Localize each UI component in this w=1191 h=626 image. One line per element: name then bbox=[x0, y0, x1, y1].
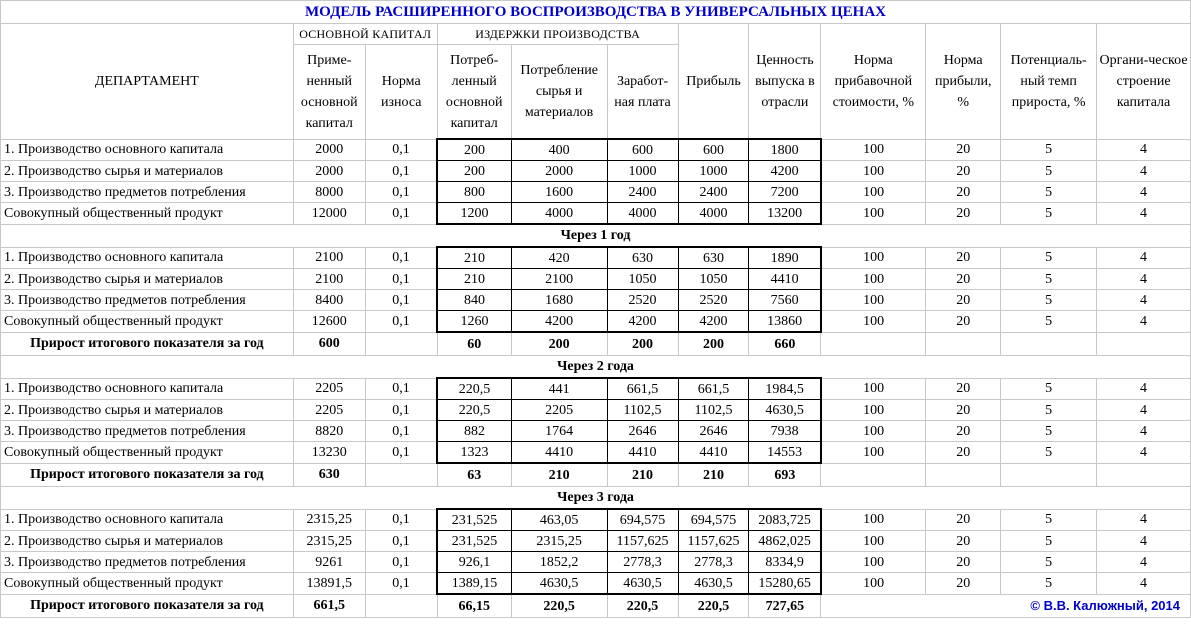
output-value-cell: 4410 bbox=[749, 269, 821, 290]
depreciation-rate-cell: 0,1 bbox=[365, 139, 437, 161]
section-label: Через 3 года bbox=[1, 487, 1191, 510]
increment-applied-capital: 661,5 bbox=[293, 594, 365, 618]
consumed-capital-cell: 1200 bbox=[437, 203, 511, 225]
growth-rate-cell: 5 bbox=[1001, 552, 1097, 573]
profit-rate-cell: 20 bbox=[926, 573, 1001, 595]
applied-capital-cell: 2000 bbox=[293, 139, 365, 161]
materials-cell: 420 bbox=[511, 247, 607, 269]
consumed-capital-cell: 231,525 bbox=[437, 531, 511, 552]
organic-composition-cell: 4 bbox=[1097, 161, 1191, 182]
increment-materials: 200 bbox=[511, 332, 607, 356]
materials-cell: 1852,2 bbox=[511, 552, 607, 573]
consumed-capital-cell: 200 bbox=[437, 161, 511, 182]
profit-rate-cell: 20 bbox=[926, 139, 1001, 161]
header-organic-composition: Органи-ческое строение капитала bbox=[1097, 24, 1191, 140]
applied-capital-cell: 2000 bbox=[293, 161, 365, 182]
surplus-value-rate-cell: 100 bbox=[821, 378, 926, 400]
increment-consumed-capital: 63 bbox=[437, 463, 511, 487]
table-row bbox=[1, 247, 1191, 269]
materials-cell: 4630,5 bbox=[511, 573, 607, 595]
increment-depreciation-rate bbox=[365, 463, 437, 487]
wages-cell: 1157,625 bbox=[607, 531, 678, 552]
applied-capital-cell: 2315,25 bbox=[293, 509, 365, 531]
increment-depreciation-rate bbox=[365, 332, 437, 356]
consumed-capital-cell: 840 bbox=[437, 290, 511, 311]
increment-consumed-capital: 66,15 bbox=[437, 594, 511, 618]
profit-rate-cell: 20 bbox=[926, 269, 1001, 290]
empty-cell bbox=[821, 463, 926, 487]
growth-rate-cell: 5 bbox=[1001, 161, 1097, 182]
surplus-value-rate-cell: 100 bbox=[821, 442, 926, 464]
department-label-cell: Совокупный общественный продукт bbox=[1, 203, 294, 225]
profit-rate-cell: 20 bbox=[926, 442, 1001, 464]
organic-composition-cell: 4 bbox=[1097, 400, 1191, 421]
empty-cell bbox=[1001, 463, 1097, 487]
consumed-capital-cell: 210 bbox=[437, 269, 511, 290]
growth-rate-cell: 5 bbox=[1001, 203, 1097, 225]
wages-cell: 2400 bbox=[607, 182, 678, 203]
organic-composition-cell: 4 bbox=[1097, 269, 1191, 290]
table-row bbox=[1, 203, 1191, 225]
consumed-capital-cell: 1389,15 bbox=[437, 573, 511, 595]
department-label-cell: 1. Производство основного капитала bbox=[1, 247, 294, 269]
department-label-cell: 1. Производство основного капитала bbox=[1, 378, 294, 400]
surplus-value-rate-cell: 100 bbox=[821, 161, 926, 182]
increment-materials: 210 bbox=[511, 463, 607, 487]
profit-cell: 630 bbox=[678, 247, 749, 269]
profit-cell: 2400 bbox=[678, 182, 749, 203]
empty-cell bbox=[821, 332, 926, 356]
applied-capital-cell: 2100 bbox=[293, 269, 365, 290]
depreciation-rate-cell: 0,1 bbox=[365, 531, 437, 552]
output-value-cell: 7200 bbox=[749, 182, 821, 203]
organic-composition-cell: 4 bbox=[1097, 442, 1191, 464]
output-value-cell: 1984,5 bbox=[749, 378, 821, 400]
department-label-cell: 3. Производство предметов потребления bbox=[1, 421, 294, 442]
table-row bbox=[1, 161, 1191, 182]
increment-applied-capital: 630 bbox=[293, 463, 365, 487]
depreciation-rate-cell: 0,1 bbox=[365, 573, 437, 595]
header-surplus-value-rate: Норма прибавочной стоимости, % bbox=[821, 24, 926, 140]
materials-cell: 2000 bbox=[511, 161, 607, 182]
profit-cell: 4200 bbox=[678, 311, 749, 333]
profit-cell: 4630,5 bbox=[678, 573, 749, 595]
table-row bbox=[1, 573, 1191, 595]
table-row bbox=[1, 378, 1191, 400]
growth-rate-cell: 5 bbox=[1001, 442, 1097, 464]
empty-cell bbox=[926, 332, 1001, 356]
growth-rate-cell: 5 bbox=[1001, 139, 1097, 161]
consumed-capital-cell: 1323 bbox=[437, 442, 511, 464]
surplus-value-rate-cell: 100 bbox=[821, 247, 926, 269]
consumed-capital-cell: 882 bbox=[437, 421, 511, 442]
depreciation-rate-cell: 0,1 bbox=[365, 509, 437, 531]
increment-profit: 200 bbox=[678, 332, 749, 356]
increment-label: Прирост итогового показателя за год bbox=[1, 463, 294, 487]
table-row bbox=[1, 442, 1191, 464]
department-label-cell: 3. Производство предметов потребления bbox=[1, 290, 294, 311]
wages-cell: 2520 bbox=[607, 290, 678, 311]
materials-cell: 2205 bbox=[511, 400, 607, 421]
output-value-cell: 15280,65 bbox=[749, 573, 821, 595]
department-label-cell: 2. Производство сырья и материалов bbox=[1, 400, 294, 421]
growth-rate-cell: 5 bbox=[1001, 509, 1097, 531]
output-value-cell: 13200 bbox=[749, 203, 821, 225]
profit-cell: 2646 bbox=[678, 421, 749, 442]
surplus-value-rate-cell: 100 bbox=[821, 182, 926, 203]
depreciation-rate-cell: 0,1 bbox=[365, 247, 437, 269]
table-row bbox=[1, 311, 1191, 333]
table-row bbox=[1, 139, 1191, 161]
consumed-capital-cell: 220,5 bbox=[437, 378, 511, 400]
header-profit-rate: Норма прибыли, % bbox=[926, 24, 1001, 140]
surplus-value-rate-cell: 100 bbox=[821, 531, 926, 552]
surplus-value-rate-cell: 100 bbox=[821, 203, 926, 225]
department-label-cell: 3. Производство предметов потребления bbox=[1, 182, 294, 203]
depreciation-rate-cell: 0,1 bbox=[365, 552, 437, 573]
growth-rate-cell: 5 bbox=[1001, 247, 1097, 269]
header-profit: Прибыль bbox=[678, 24, 749, 140]
output-value-cell: 7560 bbox=[749, 290, 821, 311]
applied-capital-cell: 2205 bbox=[293, 378, 365, 400]
output-value-cell: 4630,5 bbox=[749, 400, 821, 421]
output-value-cell: 7938 bbox=[749, 421, 821, 442]
wages-cell: 1000 bbox=[607, 161, 678, 182]
profit-rate-cell: 20 bbox=[926, 421, 1001, 442]
increment-output-value: 660 bbox=[749, 332, 821, 356]
organic-composition-cell: 4 bbox=[1097, 378, 1191, 400]
table-row bbox=[1, 400, 1191, 421]
consumed-capital-cell: 926,1 bbox=[437, 552, 511, 573]
consumed-capital-cell: 1260 bbox=[437, 311, 511, 333]
profit-cell: 694,575 bbox=[678, 509, 749, 531]
wages-cell: 4410 bbox=[607, 442, 678, 464]
profit-cell: 2778,3 bbox=[678, 552, 749, 573]
profit-cell: 600 bbox=[678, 139, 749, 161]
output-value-cell: 8334,9 bbox=[749, 552, 821, 573]
depreciation-rate-cell: 0,1 bbox=[365, 442, 437, 464]
header-group-costs: ИЗДЕРЖКИ ПРОИЗВОДСТВА bbox=[437, 24, 678, 45]
growth-rate-cell: 5 bbox=[1001, 290, 1097, 311]
header-depreciation-rate: Норма износа bbox=[365, 45, 437, 140]
header-applied-capital: Приме-ненный основной капитал bbox=[293, 45, 365, 140]
profit-rate-cell: 20 bbox=[926, 290, 1001, 311]
wages-cell: 2646 bbox=[607, 421, 678, 442]
department-label-cell: 2. Производство сырья и материалов bbox=[1, 161, 294, 182]
wages-cell: 600 bbox=[607, 139, 678, 161]
growth-rate-cell: 5 bbox=[1001, 311, 1097, 333]
materials-cell: 4000 bbox=[511, 203, 607, 225]
profit-rate-cell: 20 bbox=[926, 203, 1001, 225]
wages-cell: 694,575 bbox=[607, 509, 678, 531]
header-consumed-capital: Потреб-ленный основной капитал bbox=[437, 45, 511, 140]
increment-label: Прирост итогового показателя за год bbox=[1, 332, 294, 356]
surplus-value-rate-cell: 100 bbox=[821, 269, 926, 290]
output-value-cell: 1890 bbox=[749, 247, 821, 269]
growth-rate-cell: 5 bbox=[1001, 182, 1097, 203]
applied-capital-cell: 8820 bbox=[293, 421, 365, 442]
profit-rate-cell: 20 bbox=[926, 378, 1001, 400]
profit-rate-cell: 20 bbox=[926, 531, 1001, 552]
department-label-cell: 1. Производство основного капитала bbox=[1, 509, 294, 531]
profit-rate-cell: 20 bbox=[926, 247, 1001, 269]
wages-cell: 4000 bbox=[607, 203, 678, 225]
copyright-note: © В.В. Калюжный, 2014 bbox=[821, 594, 1191, 618]
table-row bbox=[1, 421, 1191, 442]
applied-capital-cell: 13891,5 bbox=[293, 573, 365, 595]
department-label-cell: Совокупный общественный продукт bbox=[1, 573, 294, 595]
surplus-value-rate-cell: 100 bbox=[821, 311, 926, 333]
section-label: Через 1 год bbox=[1, 224, 1191, 247]
depreciation-rate-cell: 0,1 bbox=[365, 203, 437, 225]
empty-cell bbox=[1001, 332, 1097, 356]
empty-cell bbox=[926, 463, 1001, 487]
organic-composition-cell: 4 bbox=[1097, 573, 1191, 595]
increment-label: Прирост итогового показателя за год bbox=[1, 594, 294, 618]
applied-capital-cell: 2315,25 bbox=[293, 531, 365, 552]
increment-applied-capital: 600 bbox=[293, 332, 365, 356]
organic-composition-cell: 4 bbox=[1097, 290, 1191, 311]
materials-cell: 1764 bbox=[511, 421, 607, 442]
organic-composition-cell: 4 bbox=[1097, 139, 1191, 161]
header-growth-rate: Потенциаль-ный темп прироста, % bbox=[1001, 24, 1097, 140]
consumed-capital-cell: 800 bbox=[437, 182, 511, 203]
wages-cell: 4630,5 bbox=[607, 573, 678, 595]
organic-composition-cell: 4 bbox=[1097, 247, 1191, 269]
profit-cell: 4000 bbox=[678, 203, 749, 225]
growth-rate-cell: 5 bbox=[1001, 269, 1097, 290]
materials-cell: 1600 bbox=[511, 182, 607, 203]
increment-output-value: 727,65 bbox=[749, 594, 821, 618]
profit-rate-cell: 20 bbox=[926, 182, 1001, 203]
department-label-cell: 2. Производство сырья и материалов bbox=[1, 269, 294, 290]
wages-cell: 661,5 bbox=[607, 378, 678, 400]
materials-cell: 2315,25 bbox=[511, 531, 607, 552]
growth-rate-cell: 5 bbox=[1001, 531, 1097, 552]
increment-materials: 220,5 bbox=[511, 594, 607, 618]
materials-cell: 4200 bbox=[511, 311, 607, 333]
department-label-cell: 2. Производство сырья и материалов bbox=[1, 531, 294, 552]
profit-cell: 1050 bbox=[678, 269, 749, 290]
profit-cell: 4410 bbox=[678, 442, 749, 464]
output-value-cell: 13860 bbox=[749, 311, 821, 333]
output-value-cell: 14553 bbox=[749, 442, 821, 464]
table-row bbox=[1, 290, 1191, 311]
increment-consumed-capital: 60 bbox=[437, 332, 511, 356]
surplus-value-rate-cell: 100 bbox=[821, 573, 926, 595]
applied-capital-cell: 2205 bbox=[293, 400, 365, 421]
materials-cell: 1680 bbox=[511, 290, 607, 311]
organic-composition-cell: 4 bbox=[1097, 552, 1191, 573]
increment-depreciation-rate bbox=[365, 594, 437, 618]
applied-capital-cell: 8400 bbox=[293, 290, 365, 311]
header-wages: Заработ-ная плата bbox=[607, 45, 678, 140]
department-label-cell: Совокупный общественный продукт bbox=[1, 311, 294, 333]
increment-wages: 220,5 bbox=[607, 594, 678, 618]
profit-cell: 1157,625 bbox=[678, 531, 749, 552]
depreciation-rate-cell: 0,1 bbox=[365, 269, 437, 290]
wages-cell: 2778,3 bbox=[607, 552, 678, 573]
materials-cell: 441 bbox=[511, 378, 607, 400]
wages-cell: 4200 bbox=[607, 311, 678, 333]
profit-cell: 1000 bbox=[678, 161, 749, 182]
output-value-cell: 1800 bbox=[749, 139, 821, 161]
table-row bbox=[1, 509, 1191, 531]
profit-rate-cell: 20 bbox=[926, 552, 1001, 573]
surplus-value-rate-cell: 100 bbox=[821, 552, 926, 573]
department-label-cell: 3. Производство предметов потребления bbox=[1, 552, 294, 573]
header-group-fixed-capital: ОСНОВНОЙ КАПИТАЛ bbox=[293, 24, 437, 45]
surplus-value-rate-cell: 100 bbox=[821, 400, 926, 421]
depreciation-rate-cell: 0,1 bbox=[365, 311, 437, 333]
wages-cell: 630 bbox=[607, 247, 678, 269]
table-row bbox=[1, 531, 1191, 552]
depreciation-rate-cell: 0,1 bbox=[365, 421, 437, 442]
applied-capital-cell: 12600 bbox=[293, 311, 365, 333]
surplus-value-rate-cell: 100 bbox=[821, 421, 926, 442]
output-value-cell: 2083,725 bbox=[749, 509, 821, 531]
increment-wages: 210 bbox=[607, 463, 678, 487]
applied-capital-cell: 13230 bbox=[293, 442, 365, 464]
header-department: ДЕПАРТАМЕНТ bbox=[1, 24, 294, 140]
table-row bbox=[1, 269, 1191, 290]
empty-cell bbox=[1097, 463, 1191, 487]
profit-rate-cell: 20 bbox=[926, 161, 1001, 182]
department-label-cell: Совокупный общественный продукт bbox=[1, 442, 294, 464]
applied-capital-cell: 2100 bbox=[293, 247, 365, 269]
applied-capital-cell: 12000 bbox=[293, 203, 365, 225]
depreciation-rate-cell: 0,1 bbox=[365, 161, 437, 182]
organic-composition-cell: 4 bbox=[1097, 182, 1191, 203]
surplus-value-rate-cell: 100 bbox=[821, 290, 926, 311]
materials-cell: 400 bbox=[511, 139, 607, 161]
output-value-cell: 4200 bbox=[749, 161, 821, 182]
growth-rate-cell: 5 bbox=[1001, 400, 1097, 421]
growth-rate-cell: 5 bbox=[1001, 378, 1097, 400]
organic-composition-cell: 4 bbox=[1097, 509, 1191, 531]
materials-cell: 4410 bbox=[511, 442, 607, 464]
organic-composition-cell: 4 bbox=[1097, 531, 1191, 552]
output-value-cell: 4862,025 bbox=[749, 531, 821, 552]
table-row bbox=[1, 552, 1191, 573]
consumed-capital-cell: 210 bbox=[437, 247, 511, 269]
increment-wages: 200 bbox=[607, 332, 678, 356]
page-title: МОДЕЛЬ РАСШИРЕННОГО ВОСПРОИЗВОДСТВА В УНИВЕРСАЛЬНЫХ ЦЕНАХ bbox=[1, 1, 1191, 24]
depreciation-rate-cell: 0,1 bbox=[365, 400, 437, 421]
profit-rate-cell: 20 bbox=[926, 509, 1001, 531]
applied-capital-cell: 8000 bbox=[293, 182, 365, 203]
increment-profit: 220,5 bbox=[678, 594, 749, 618]
consumed-capital-cell: 231,525 bbox=[437, 509, 511, 531]
organic-composition-cell: 4 bbox=[1097, 311, 1191, 333]
depreciation-rate-cell: 0,1 bbox=[365, 290, 437, 311]
growth-rate-cell: 5 bbox=[1001, 421, 1097, 442]
surplus-value-rate-cell: 100 bbox=[821, 509, 926, 531]
profit-cell: 2520 bbox=[678, 290, 749, 311]
materials-cell: 2100 bbox=[511, 269, 607, 290]
increment-output-value: 693 bbox=[749, 463, 821, 487]
profit-rate-cell: 20 bbox=[926, 311, 1001, 333]
wages-cell: 1050 bbox=[607, 269, 678, 290]
header-output-value: Ценность выпуска в отрасли bbox=[749, 24, 821, 140]
materials-cell: 463,05 bbox=[511, 509, 607, 531]
consumed-capital-cell: 220,5 bbox=[437, 400, 511, 421]
growth-rate-cell: 5 bbox=[1001, 573, 1097, 595]
depreciation-rate-cell: 0,1 bbox=[365, 182, 437, 203]
profit-cell: 661,5 bbox=[678, 378, 749, 400]
department-label-cell: 1. Производство основного капитала bbox=[1, 139, 294, 161]
section-label: Через 2 года bbox=[1, 356, 1191, 379]
organic-composition-cell: 4 bbox=[1097, 421, 1191, 442]
consumed-capital-cell: 200 bbox=[437, 139, 511, 161]
profit-cell: 1102,5 bbox=[678, 400, 749, 421]
empty-cell bbox=[1097, 332, 1191, 356]
organic-composition-cell: 4 bbox=[1097, 203, 1191, 225]
surplus-value-rate-cell: 100 bbox=[821, 139, 926, 161]
header-materials: Потребление сырья и материалов bbox=[511, 45, 607, 140]
profit-rate-cell: 20 bbox=[926, 400, 1001, 421]
wages-cell: 1102,5 bbox=[607, 400, 678, 421]
increment-profit: 210 bbox=[678, 463, 749, 487]
depreciation-rate-cell: 0,1 bbox=[365, 378, 437, 400]
applied-capital-cell: 9261 bbox=[293, 552, 365, 573]
table-row bbox=[1, 182, 1191, 203]
